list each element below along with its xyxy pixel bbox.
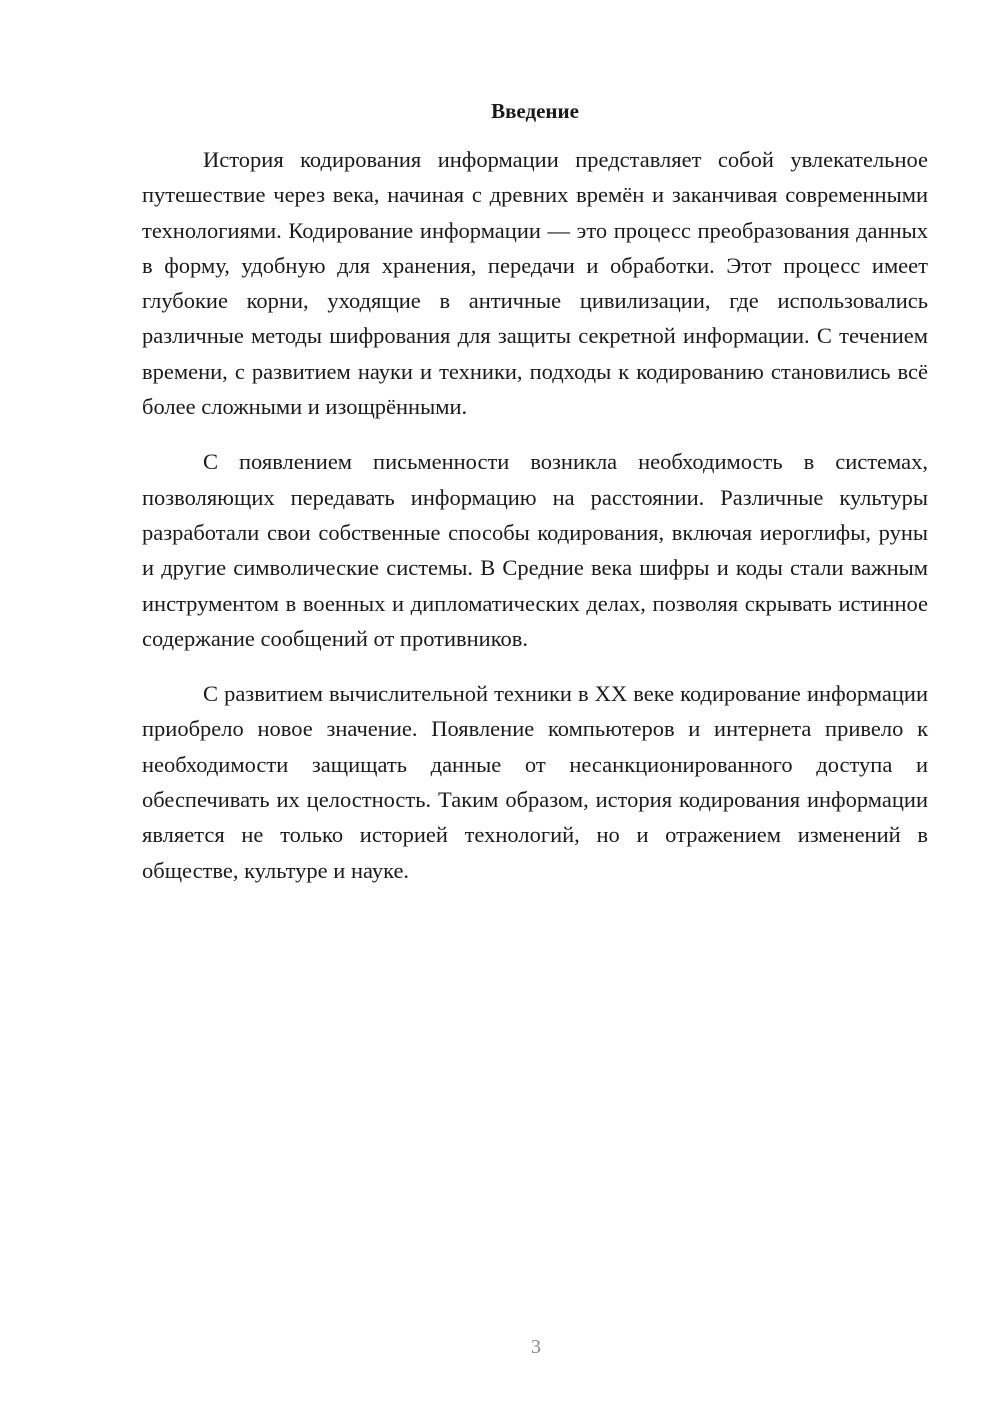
page-title: Введение: [491, 99, 579, 123]
body-text: [142, 142, 928, 908]
paragraph-2: С появлением письменности возникла необходимость в системах, позволяющих передавать информацию на расстоянии. Различные культуры разработали свои собственные способы кодирования, включая иероглифы, руны и другие символические системы. В Средние века шифры и коды стали важным инструментом в военных и дипломатических делах, позволяя скрывать истинное содержание сообщений от противников.: [142, 449, 928, 651]
paragraph-3: С развитием вычислительной техники в XX веке кодирование информации приобрело новое значение. Появление компьютеров и интернета привело к необходимости защищать данные от несанкционированного доступа и обеспечивать их целостность. Таким образом, история кодирования информации является не только историей технологий, но и отражением изменений в обществе, культуре и науке.: [142, 681, 928, 883]
paragraph-1: История кодирования информации представляет собой увлекательное путешествие через века, начиная с древних времён и заканчивая современными технологиями. Кодирование информации — это процесс преобразования данных в форму, удобную для хранения, передачи и обработки. Этот процесс имеет глубокие корни, уходящие в античные цивилизации, где использовались различные методы шифрования для защиты секретной информации. С течением времени, с развитием науки и техники, подходы к кодированию становились всё более сложными и изощрёнными.: [142, 147, 928, 420]
page-number: 3: [531, 1336, 541, 1358]
